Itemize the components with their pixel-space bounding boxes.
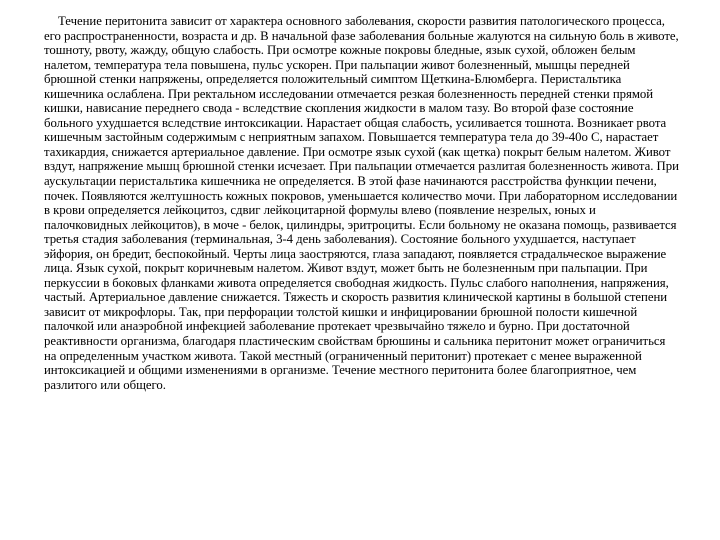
body-paragraph: Течение перитонита зависит от характера основного заболевания, скорости развития патологического процесса, его распространенности, возраста и др. В начальной фазе заболевания больные жалуются на сильную боль в животе, тошноту, рвоту, жажду, общую слабость. При осмотре кожные покровы бледные, язык сухой, обложен белым налетом, температура тела повышена, пульс ускорен. При пальпации живот болезненный, мышцы передней брюшной стенки напряжены, определяется положительный симптом Щеткина-Блюмберга. Перистальтика кишечника ослаблена. При ректальном исследовании отмечается резкая болезненность передней стенки прямой кишки, нависание переднего свода - вследствие скопления жидкости в малом тазу. Во второй фазе состояние больного ухудшается вследствие интоксикации. Нарастает общая слабость, усиливается тошнота. Возникает рвота кишечным застойным содержимым с неприятным запахом. Повышается температура тела до 39-40о С, нарастает тахикардия, снижается артериальное давление. При осмотре язык сухой (как щетка) покрыт белым налетом. Живот вздут, напряжение мышц брюшной стенки исчезает. При пальпации отмечается разлитая болезненность живота. При аускультации перистальтика кишечника не определяется. В этой фазе начинаются расстройства функции печени, почек. Появляются желтушность кожных покровов, уменьшается количество мочи. При лабораторном исследовании в крови определяется лейкоцитоз, сдвиг лейкоцитарной формулы влево (появление незрелых, юных и палочковидных лейкоцитов), в моче - белок, цилиндры, эритроциты. Если больному не оказана помощь, развивается третья стадия заболевания (терминальная, 3-4 день заболевания). Состояние больного ухудшается, наступает эйфория, он бредит, беспокойный. Черты лица заостряются, глаза западают, появляется страдальческое выражение лица. Язык сухой, покрыт коричневым налетом. Живот вздут, может быть не болезненным при пальпации. При перкуссии в боковых фланками живота определяется свободная жидкость. Пульс слабого наполнения, напряжения, частый. Артериальное давление снижается. Тяжесть и скорость развития клинической картины в большой степени зависит от микрофлоры. Так, при перфорации толстой кишки и инфицировании брюшной полости кишечной палочкой или анаэробной инфекцией заболевание протекает чрезвычайно тяжело и бурно. При достаточной реактивности организма, благодаря пластическим свойствам брюшины и сальника перитонит может ограничиться на определенным участком живота. Такой местный (ограниченный перитонит) протекает с менее выраженной интоксикацией и общими изменениями в организме. Течение местного перитонита более благоприятное, чем разлитого или общего. (44, 14, 679, 392)
